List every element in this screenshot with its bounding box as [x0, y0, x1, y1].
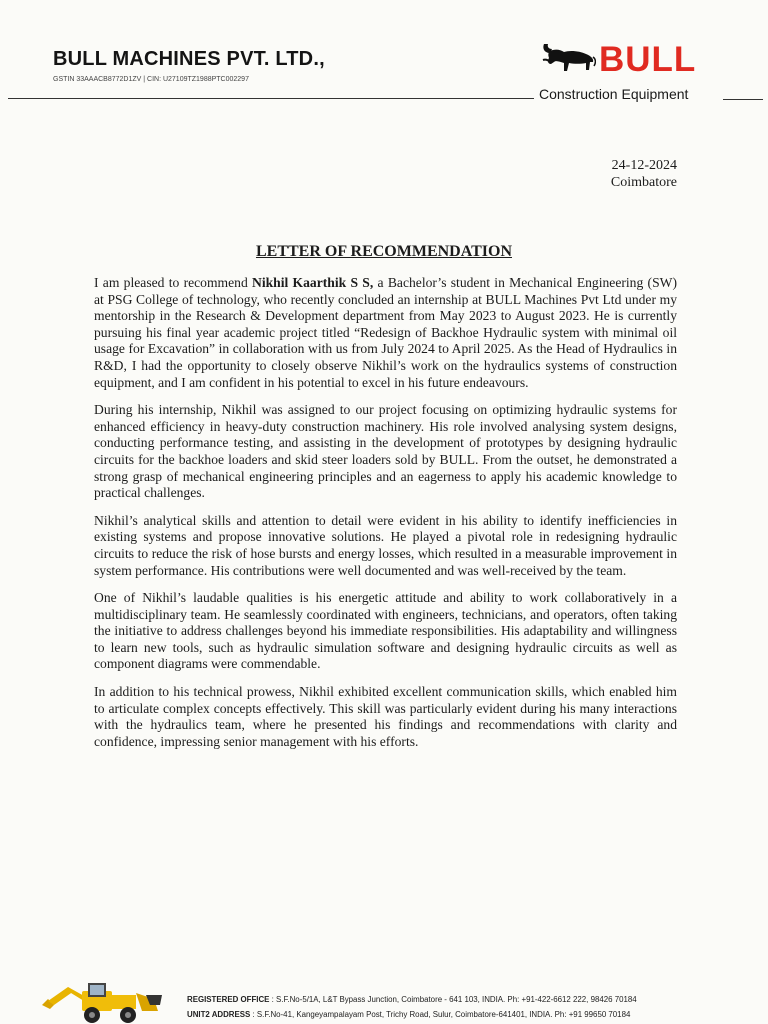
footer-addresses: [187, 992, 747, 1022]
backhoe-loader-icon: [38, 975, 163, 1024]
logo-wordmark: BULL: [599, 40, 697, 79]
bull-icon: [540, 40, 596, 76]
paragraph-analytical: Nikhil’s analytical skills and attention to detail were evident in his ability to identify inefficiencies in existing systems and propose innovative solutions. He played a pivotal role in redesigning hydraulic circuits to reduce the risk of hose bursts and energy losses, which resulted in a measurable improvement in system performance. His contributions were well documented and was well-received by the team.: [94, 512, 677, 578]
header-rule-short: [723, 99, 763, 100]
tagline: Construction Equipment: [539, 86, 689, 102]
bull-logo: [540, 40, 725, 80]
unit2-address-text: : S.F.No-41, Kangeyampalayam Post, Trichy Road, Sulur, Coimbatore-641401, INDIA. Ph: +91 99650 70184: [252, 1010, 631, 1019]
registered-office: [187, 992, 747, 1007]
letter-body: [94, 275, 677, 761]
company-name: BULL MACHINES PVT. LTD.,: [53, 48, 325, 70]
letter-title-block: [0, 242, 768, 262]
paragraph-internship: During his internship, Nikhil was assigned to our project focusing on optimizing hydraulic systems for enhanced efficiency in heavy-duty construction machinery. His role involved analysing system designs, conducting performance testing, and assisting in the development of prototypes by designing hydraulic circuits for the backhoe loaders and skid steer loaders sold by BULL. From the outset, he demonstrated a strong grasp of mechanical engineering principles and an eagerness to apply his academic knowledge to practical challenges.: [94, 402, 677, 501]
candidate-name: Nikhil Kaarthik S S,: [252, 275, 374, 290]
unit2-address: [187, 1007, 747, 1022]
letter-date: 24-12-2024: [611, 158, 677, 173]
intro-lead: I am pleased to recommend: [94, 275, 253, 290]
letterhead-company: [53, 48, 325, 83]
paragraph-communication: In addition to his technical prowess, Nikhil exhibited excellent communication skills, which enabled him to articulate complex concepts effectively. This skill was particularly evident during his many interactions with the hydraulics team, where he presented his findings and recommendations with clarity and confidence, impressing senior management with his efforts.: [94, 684, 677, 749]
registered-office-label: REGISTERED OFFICE: [187, 995, 270, 1004]
paragraph-intro: [94, 275, 677, 391]
registration-numbers: GSTIN 33AAACB8772D1ZV | CIN: U27109TZ1988PTC002297: [53, 76, 249, 83]
paragraph-teamwork: One of Nikhil’s laudable qualities is his energetic attitude and ability to work collaboratively in a multidisciplinary team. He seamlessly coordinated with engineers, technicians, and operators, often taking the initiative to address challenges beyond his immediate responsibilities. His adaptability and willingness to learn new tools, such as hydraulic simulation software and designing hydraulic circuits as well as component diagrams were commendable.: [94, 590, 677, 672]
registered-office-address: : S.F.No-5/1A, L&T Bypass Junction, Coimbatore - 641 103, INDIA. Ph: +91-422-6612 222, 98426 70184: [271, 995, 637, 1004]
date-place: [560, 157, 677, 191]
letter-title: LETTER OF RECOMMENDATION: [255, 243, 512, 260]
intro-rest: a Bachelor’s student in Mechanical Engineering (SW) at PSG College of technology, who recently concluded an internship at BULL Machines Pvt Ltd under my mentorship in the Research & Development department from May 2023 to August 2023. He is currently pursuing his final year academic project titled “Redesign of Backhoe Hydraulic system with minimal oil usage for Excavation” in collaboration with us from July 2024 to April 2025. As the Head of Hydraulics in R&D, I had the opportunity to closely observe Nikhil’s work on the hydraulics systems of construction equipment, and I am confident in his potential to excel in his future endeavours.: [94, 275, 677, 390]
letter-place: Coimbatore: [610, 175, 677, 190]
header-rule: [8, 98, 534, 99]
unit2-address-label: UNIT2 ADDRESS: [187, 1010, 251, 1019]
